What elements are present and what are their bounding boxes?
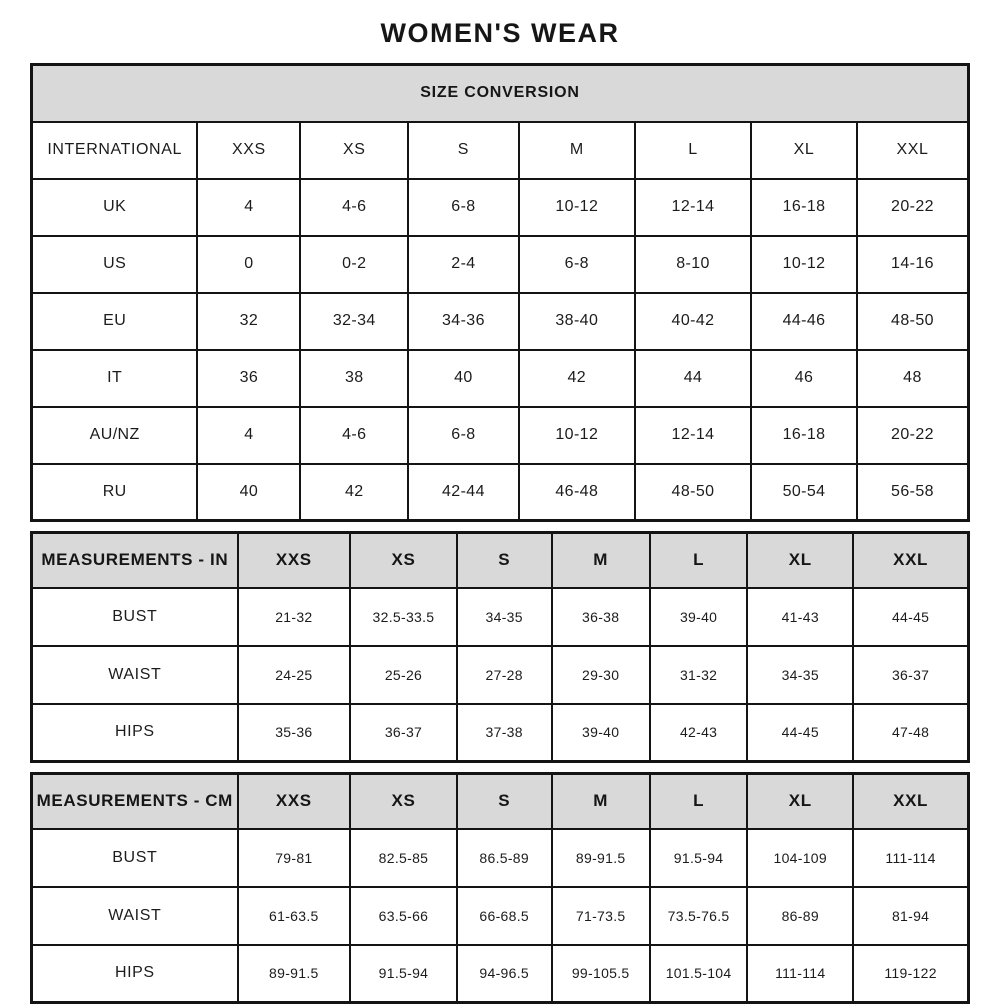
row-label: UK [32, 179, 198, 236]
table-cell: 94-96.5 [457, 945, 552, 1003]
page-title: WOMEN'S WEAR [380, 18, 620, 48]
table-cell: 50-54 [751, 464, 857, 521]
column-header-row [32, 774, 969, 829]
table-cell: 12-14 [635, 407, 751, 464]
size-conversion-banner: SIZE CONVERSION [32, 65, 969, 122]
table-cell: 48-50 [857, 293, 969, 350]
table-row-eu [32, 293, 969, 350]
column-header-row [32, 533, 969, 588]
table-cell: 48-50 [635, 464, 751, 521]
table-cell: 86-89 [747, 887, 853, 945]
table-cell: 40 [408, 350, 519, 407]
table-cell: 91.5-94 [650, 829, 747, 887]
table-cell: 36-37 [350, 704, 457, 762]
table-cell: 4 [197, 407, 300, 464]
table-cell: 44-45 [747, 704, 853, 762]
table-row-aunz [32, 407, 969, 464]
table-cell: 34-36 [408, 293, 519, 350]
column-header-s: S [408, 122, 519, 179]
column-header-xxl: XXL [853, 533, 968, 588]
table-cell: 34-35 [747, 646, 853, 704]
table-cell: 38 [300, 350, 408, 407]
row-label: WAIST [32, 646, 238, 704]
table-cell: 40 [197, 464, 300, 521]
table-cell: 46-48 [519, 464, 635, 521]
table-cell: 42-44 [408, 464, 519, 521]
table-cell: 42-43 [650, 704, 747, 762]
row-label: HIPS [32, 704, 238, 762]
column-header-xxs: XXS [238, 774, 350, 829]
table-cell: 81-94 [853, 887, 968, 945]
table-cell: 32.5-33.5 [350, 588, 457, 646]
table-cell: 36-37 [853, 646, 968, 704]
column-header-xl: XL [751, 122, 857, 179]
table-cell: 44-46 [751, 293, 857, 350]
table-cell: 2-4 [408, 236, 519, 293]
row-label: US [32, 236, 198, 293]
measurements-in-banner: MEASUREMENTS - IN [32, 533, 238, 588]
table-cell: 32 [197, 293, 300, 350]
row-label: AU/NZ [32, 407, 198, 464]
table-cell: 4 [197, 179, 300, 236]
table-cell: 111-114 [747, 945, 853, 1003]
column-header-xs: XS [300, 122, 408, 179]
column-header-l: L [650, 533, 747, 588]
table-row-bust [32, 588, 969, 646]
spacer [30, 763, 970, 772]
table-cell: 61-63.5 [238, 887, 350, 945]
table-cell: 48 [857, 350, 969, 407]
table-cell: 35-36 [238, 704, 350, 762]
table-cell: 34-35 [457, 588, 552, 646]
table-row-uk [32, 179, 969, 236]
table-cell: 21-32 [238, 588, 350, 646]
column-header-xxl: XXL [857, 122, 969, 179]
column-header-xs: XS [350, 774, 457, 829]
table-cell: 47-48 [853, 704, 968, 762]
column-header-row [32, 122, 969, 179]
table-row-hips [32, 945, 969, 1003]
table-row-us [32, 236, 969, 293]
table-cell: 42 [519, 350, 635, 407]
row-label: RU [32, 464, 198, 521]
table-cell: 29-30 [552, 646, 650, 704]
table-cell: 111-114 [853, 829, 968, 887]
table-cell: 36 [197, 350, 300, 407]
table-cell: 16-18 [751, 179, 857, 236]
column-header-l: L [650, 774, 747, 829]
table-cell: 0 [197, 236, 300, 293]
table-cell: 42 [300, 464, 408, 521]
table-cell: 86.5-89 [457, 829, 552, 887]
table-row-ru [32, 464, 969, 521]
table-cell: 79-81 [238, 829, 350, 887]
column-header-s: S [457, 533, 552, 588]
column-header-xxs: XXS [197, 122, 300, 179]
table-cell: 12-14 [635, 179, 751, 236]
table-row-waist [32, 887, 969, 945]
measurements-cm-table [30, 772, 970, 1004]
table-cell: 31-32 [650, 646, 747, 704]
table-cell: 39-40 [650, 588, 747, 646]
column-header-m: M [552, 533, 650, 588]
table-cell: 71-73.5 [552, 887, 650, 945]
table-cell: 10-12 [519, 179, 635, 236]
table-cell: 14-16 [857, 236, 969, 293]
column-header-xxl: XXL [853, 774, 968, 829]
table-cell: 10-12 [751, 236, 857, 293]
column-header-l: L [635, 122, 751, 179]
table-banner-row [32, 65, 969, 122]
table-cell: 44-45 [853, 588, 968, 646]
column-header-xl: XL [747, 774, 853, 829]
table-cell: 46 [751, 350, 857, 407]
table-cell: 82.5-85 [350, 829, 457, 887]
column-header-international: INTERNATIONAL [32, 122, 198, 179]
row-label: IT [32, 350, 198, 407]
row-label: BUST [32, 829, 238, 887]
column-header-xxs: XXS [238, 533, 350, 588]
size-conversion-table [30, 63, 970, 522]
table-cell: 27-28 [457, 646, 552, 704]
table-cell: 38-40 [519, 293, 635, 350]
table-cell: 20-22 [857, 407, 969, 464]
table-cell: 20-22 [857, 179, 969, 236]
table-cell: 4-6 [300, 179, 408, 236]
column-header-m: M [519, 122, 635, 179]
row-label: EU [32, 293, 198, 350]
table-cell: 8-10 [635, 236, 751, 293]
table-cell: 91.5-94 [350, 945, 457, 1003]
column-header-m: M [552, 774, 650, 829]
table-cell: 89-91.5 [238, 945, 350, 1003]
measurements-in-table [30, 531, 970, 763]
table-cell: 101.5-104 [650, 945, 747, 1003]
column-header-xl: XL [747, 533, 853, 588]
table-cell: 4-6 [300, 407, 408, 464]
table-cell: 36-38 [552, 588, 650, 646]
table-cell: 89-91.5 [552, 829, 650, 887]
table-cell: 10-12 [519, 407, 635, 464]
column-header-xs: XS [350, 533, 457, 588]
table-cell: 41-43 [747, 588, 853, 646]
row-label: WAIST [32, 887, 238, 945]
row-label: BUST [32, 588, 238, 646]
table-cell: 66-68.5 [457, 887, 552, 945]
table-cell: 63.5-66 [350, 887, 457, 945]
table-cell: 25-26 [350, 646, 457, 704]
table-row-hips [32, 704, 969, 762]
table-cell: 39-40 [552, 704, 650, 762]
table-cell: 40-42 [635, 293, 751, 350]
column-header-s: S [457, 774, 552, 829]
table-cell: 6-8 [408, 179, 519, 236]
table-cell: 16-18 [751, 407, 857, 464]
spacer [30, 522, 970, 531]
measurements-cm-banner: MEASUREMENTS - CM [32, 774, 238, 829]
table-cell: 119-122 [853, 945, 968, 1003]
table-cell: 0-2 [300, 236, 408, 293]
table-cell: 6-8 [408, 407, 519, 464]
table-cell: 32-34 [300, 293, 408, 350]
table-cell: 44 [635, 350, 751, 407]
table-row-waist [32, 646, 969, 704]
table-cell: 73.5-76.5 [650, 887, 747, 945]
table-cell: 104-109 [747, 829, 853, 887]
table-cell: 37-38 [457, 704, 552, 762]
table-row-it [32, 350, 969, 407]
row-label: HIPS [32, 945, 238, 1003]
table-cell: 24-25 [238, 646, 350, 704]
table-row-bust [32, 829, 969, 887]
table-cell: 56-58 [857, 464, 969, 521]
table-cell: 99-105.5 [552, 945, 650, 1003]
table-cell: 6-8 [519, 236, 635, 293]
